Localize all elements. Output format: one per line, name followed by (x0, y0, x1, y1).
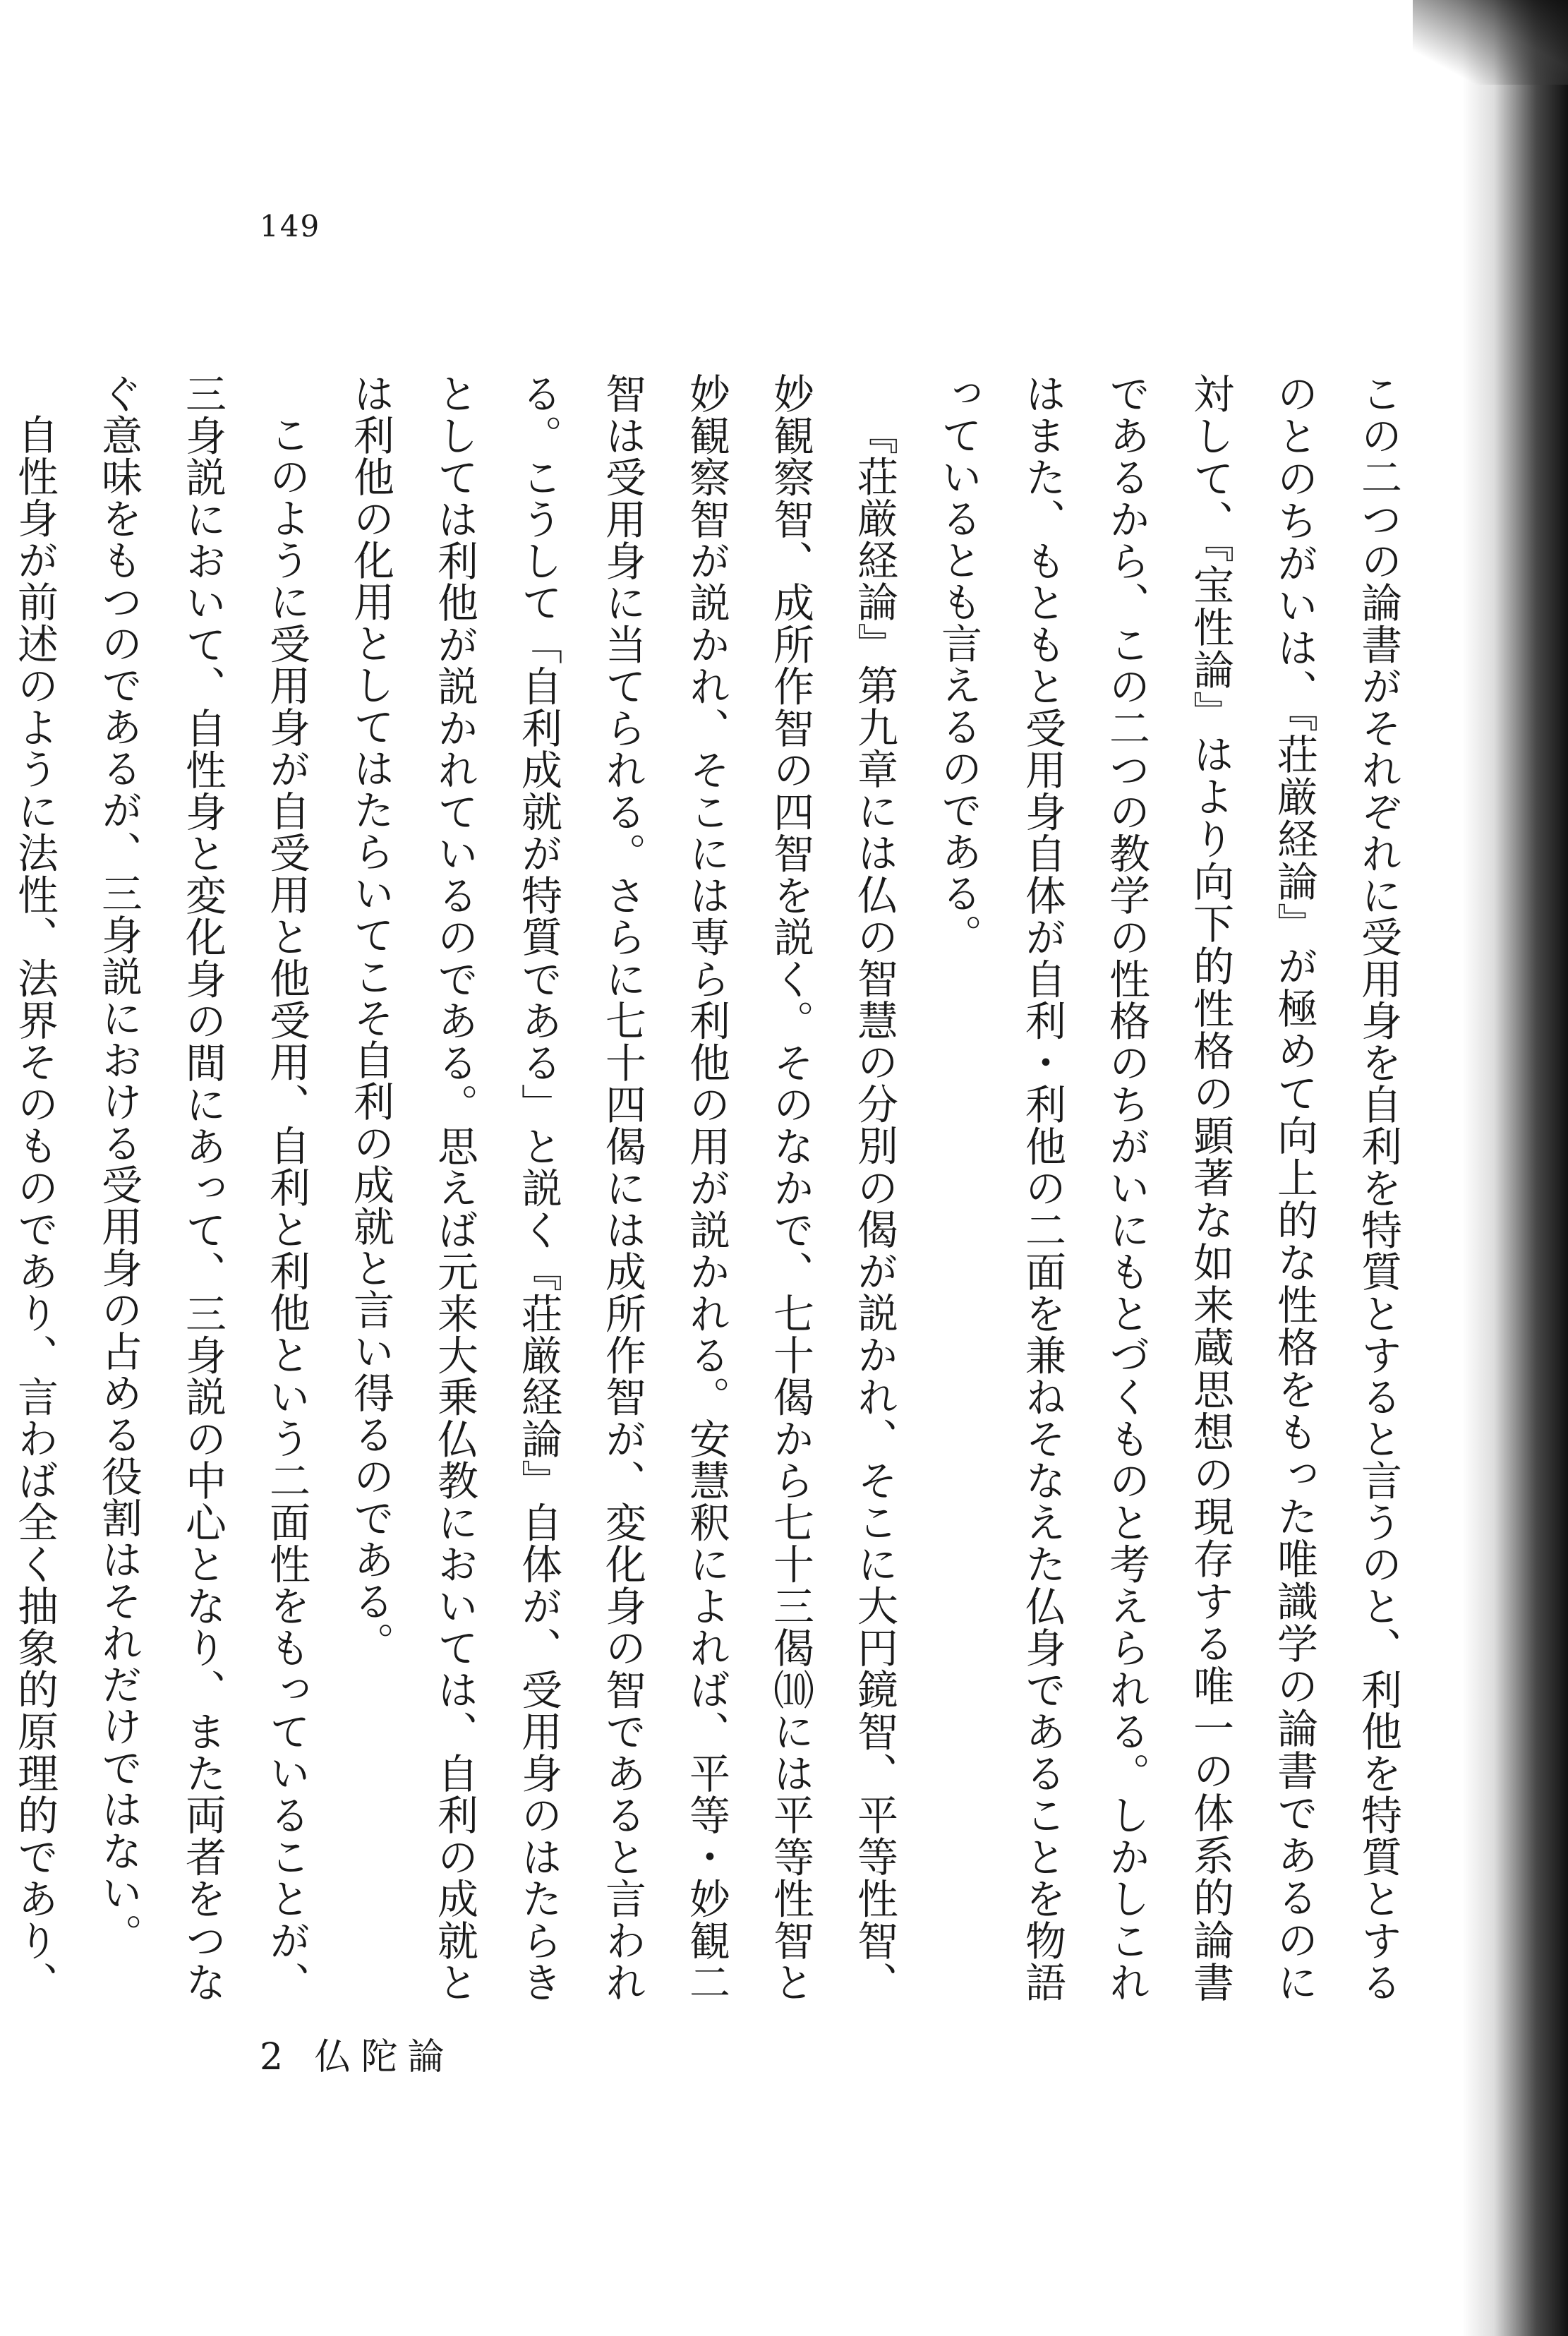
paragraph-1: この二つの論書がそれぞれに受用身を自利を特質とすると言うのと、利他を特質とするのとのちがいは、『荘厳経論』が極めて向上的な性格をもった唯識学の論書であるのに対して、『宝性論』はより向下的性格の顕著な如来蔵思想の現存する唯一の体系的論書であるから、この二つの教学の性格のちがいにもとづくものと考えられる。しかしこれはまた、もともと受用身自体が自利・利他の二面を兼ねそなえた仏身であることを物語っているとも言えるのである。 (934, 373, 1402, 2003)
scan-corner-shadow (1413, 0, 1568, 85)
body-text (11, 373, 1420, 2003)
paragraph-3: このように受用身が自受用と他受用、自利と利他という二面性をもっていることが、三身説において、自性身と変化身の間にあって、三身説の中心となり、また両者をつなぐ意味をもつのであるが、三身説における受用身の占める役割はそれだけではない。 (95, 373, 310, 2003)
paragraph-4: 自性身が前述のように法性、法界そのものであり、言わば全く抽象的原理的であり、 (11, 414, 59, 2003)
running-footer: 2 仏陀論 (260, 2036, 454, 2078)
paragraph-2: 『荘厳経論』第九章には仏の智慧の分別の偈が説かれ、そこに大円鏡智、平等性智、妙観察智、成所作智の四智を説く。そのなかで、七十偈から七十三偈⑽には平等性智と妙観察智が説かれ、そこには専ら利他の用が説かれる。安慧釈によれば、平等・妙観二智は受用身に当てられる。さらに七十四偈には成所作智が、変化身の智であると言われる。こうして「自利成就が特質である」と説く『荘厳経論』自体が、受用身のはたらきとしては利他が説かれているのである。思えば元来大乗仏教においては、自利の成就とは利他の化用としてはたらいてこそ自利の成就と言い得るのである。 (346, 373, 898, 2003)
page-number: 149 (260, 209, 321, 243)
scan-binding-shadow (1462, 0, 1568, 2336)
